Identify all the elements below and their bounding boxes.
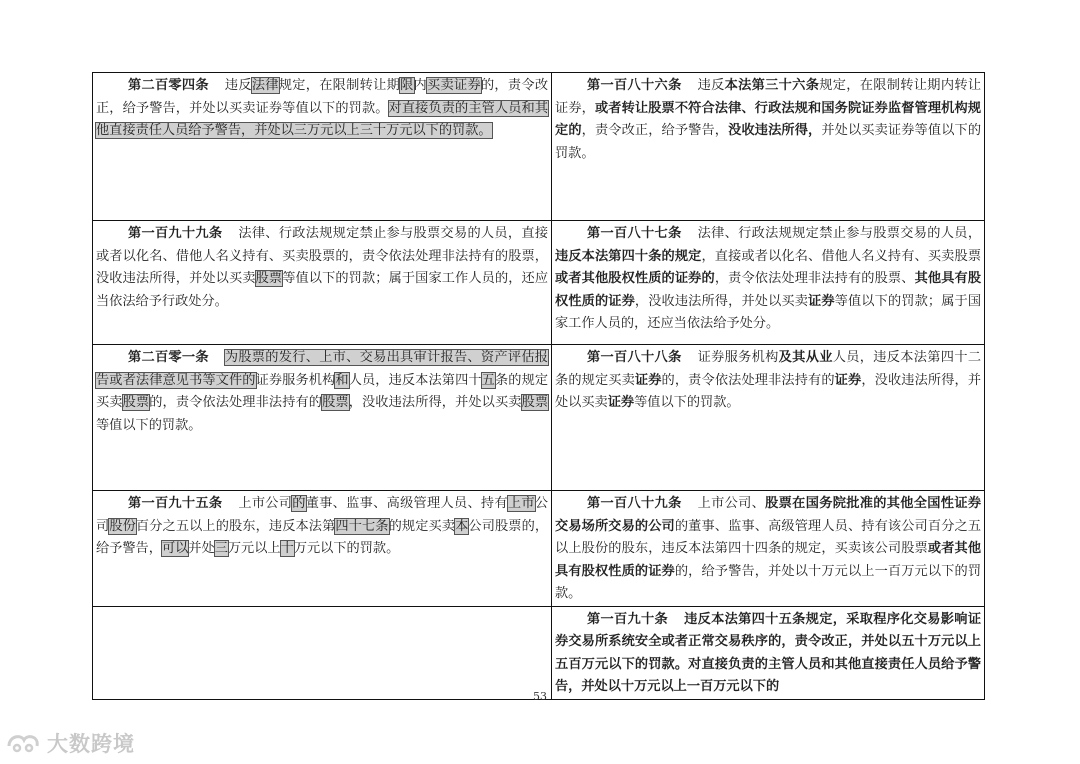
clause-text: 违反: [224, 78, 252, 93]
amended-text: 证券: [634, 372, 662, 388]
highlighted-text: 股票: [255, 271, 283, 286]
clause-text: 万元以上: [227, 541, 281, 556]
clause-text: 百分之五以上的股东，违反本法第: [135, 518, 336, 534]
article-number: 第一百八十九条: [587, 496, 682, 511]
clause-text: 内: [413, 78, 428, 93]
article-number: 第二百零四条: [128, 78, 209, 93]
highlighted-text: 的: [292, 496, 306, 511]
clause-text: 证券服务机构: [255, 372, 336, 388]
old-law-cell: [93, 221, 552, 345]
clause-text: 法律、行政法规规定禁止参与股票交易的人员，直接或者以化名、借他人名义持有、买卖股票的，责令依法处理非法持有的股票，没收违法所得，并处以买卖: [96, 226, 549, 286]
amended-text: 本法第三十六条: [724, 78, 820, 93]
amended-text: 违反本法第四十五条规定，采取程序化交易影响证券交易所系统安全或者正常交易秩序的，责令改正，并处以五十万元以上五百万元以下的罚款。对直接负责的主管人员和其他直接责任人员给予警告，并处以十万元以上一百万元以下的: [555, 611, 982, 694]
highlighted-text: 十: [280, 541, 294, 556]
highlighted-text: 和: [335, 372, 349, 388]
highlighted-text: 对直接负责的主管人员和其他直接责任人员给予警告，并处以三万元以上三十万元以下的罚款。: [96, 100, 549, 138]
highlighted-text: 为股票的发行、上市、交易出具审计报告、资产评估报告或者法律意见书等文件的: [96, 350, 548, 388]
clause-text: 人员，违反本法第四十: [348, 372, 482, 388]
amended-text: 股票在国务院批准的其他全国性证券交易场所交易的公司: [555, 496, 982, 534]
new-law-cell: [552, 491, 985, 607]
clause-text: 的规定买卖: [388, 518, 456, 534]
highlighted-text: 可以: [161, 541, 189, 556]
clause-text: 并处: [188, 541, 215, 556]
clause-text: 的，给予警告，并处以十万元以上一百万元以下的罚款。: [555, 563, 982, 601]
highlighted-text: 股份: [109, 518, 136, 534]
clause-text: 公司: [96, 496, 549, 534]
new-law-cell: [552, 606, 985, 699]
clause-text: 万元以下的罚款。: [293, 541, 400, 556]
highlighted-text: 本: [455, 518, 469, 534]
clause-text: 的，责令依法处理非法持有的: [149, 395, 323, 410]
old-law-cell: [93, 345, 552, 491]
highlighted-text: 五: [481, 372, 495, 388]
clause-text: 上市公司、: [697, 496, 766, 511]
article-number: 第一百八十八条: [587, 350, 682, 365]
article-number: 第一百九十九条: [128, 226, 223, 241]
amended-text: 没收违法所得，: [728, 123, 822, 138]
article-number: 第一百八十七条: [587, 226, 682, 241]
new-law-cell: [552, 221, 985, 345]
highlighted-text: 买卖证券: [427, 78, 481, 93]
clause-text: 等值以下的罚款；属于国家工作人员的，还应当依法给予行政处分。: [96, 271, 549, 309]
clause-text: ，责令改正，给予警告，: [581, 123, 729, 138]
old-law-cell: [93, 606, 552, 699]
table-row: [93, 345, 985, 491]
highlighted-text: 股票: [322, 395, 349, 410]
clause-text: 条的规定买卖: [96, 372, 549, 410]
clause-text: 的，责令改正，给予警告，并处以买卖证券等值以下的罚款。: [96, 78, 549, 116]
amended-text: 及其从业: [778, 350, 833, 365]
old-law-cell: [93, 73, 552, 221]
clause-text: 违反: [697, 78, 725, 93]
page-number: 53: [533, 690, 547, 703]
article-number: 第一百九十条: [587, 611, 669, 627]
logo-icon: [5, 730, 43, 756]
table-row: [93, 491, 985, 607]
clause-text: 等值以下的罚款；属于国家工作人员的，还应当依法给予处分。: [555, 293, 982, 331]
clause-text: 等值以下的罚款。: [634, 395, 740, 410]
clause-text: 人员，违反本法第四十二条的规定买卖: [555, 350, 982, 388]
table-row: [93, 221, 985, 345]
clause-text: ，没收违法所得，并处以买卖: [555, 372, 982, 410]
highlighted-text: 法律: [251, 78, 279, 93]
amended-text: 或者其他具有股权性质的证券: [555, 541, 982, 579]
clause-text: 公司股票的，给予警告，: [96, 518, 549, 556]
article-number: 第一百八十六条: [587, 78, 682, 93]
table-row: [93, 73, 985, 221]
amended-text: 证券: [607, 395, 635, 410]
clause-text: 法律、行政法规规定禁止参与股票交易的人员，: [697, 226, 982, 241]
clause-text: 上市公司: [238, 496, 293, 511]
amended-text: 证券: [808, 293, 835, 309]
new-law-cell: [552, 345, 985, 491]
article-number: 第二百零一条: [128, 350, 209, 365]
watermark-logo: [5, 726, 135, 760]
amended-text: 或者其他股权性质的证券的: [555, 271, 715, 286]
amended-text: 其他具有股权性质的证券: [555, 271, 982, 309]
clause-text: 规定，在限制转让期内转让证券，: [555, 78, 982, 116]
comparison-table: [92, 72, 985, 700]
amended-text: 或者转让股票不符合法律、行政法规和国务院证券监督管理机构规定的: [555, 100, 982, 138]
clause-text: 董事、监事、高级管理人员、持有: [305, 496, 508, 511]
amended-text: 证券: [834, 372, 862, 388]
article-number: 第一百九十五条: [128, 496, 223, 511]
clause-text: 证券服务机构: [697, 350, 779, 365]
clause-text: ，直接或者以化名、借他人名义持有、买卖股票: [701, 248, 982, 264]
highlighted-text: 限: [400, 78, 414, 93]
clause-text: 等值以下的罚款。: [96, 417, 202, 433]
clause-text: ，没收违法所得，并处以买卖: [348, 395, 522, 410]
clause-text: 的董事、监事、高级管理人员、持有该公司百分之五以上股份的股东，违反本法第四十四条的规定，买卖该公司股票: [555, 518, 982, 556]
clause-text: 并处以买卖证券等值以下的罚款。: [555, 123, 982, 161]
clause-text: 规定，在限制转让期: [278, 78, 401, 93]
highlighted-text: 四十七条: [335, 518, 389, 534]
new-law-cell: [552, 73, 985, 221]
table-row: [93, 606, 985, 699]
clause-text: 的，责令依法处理非法持有的: [661, 372, 835, 388]
amended-text: 违反本法第四十条的规定: [555, 248, 702, 264]
highlighted-text: 上市: [507, 496, 535, 511]
watermark-text: 大数跨境: [47, 732, 135, 756]
clause-text: ，责令依法处理非法持有的股票、: [714, 271, 915, 286]
highlighted-text: 股票: [122, 395, 150, 410]
highlighted-text: 股票: [521, 395, 549, 410]
clause-text: ，没收违法所得，并处以买卖: [634, 293, 809, 309]
old-law-cell: [93, 491, 552, 607]
highlighted-text: 三: [214, 541, 228, 556]
